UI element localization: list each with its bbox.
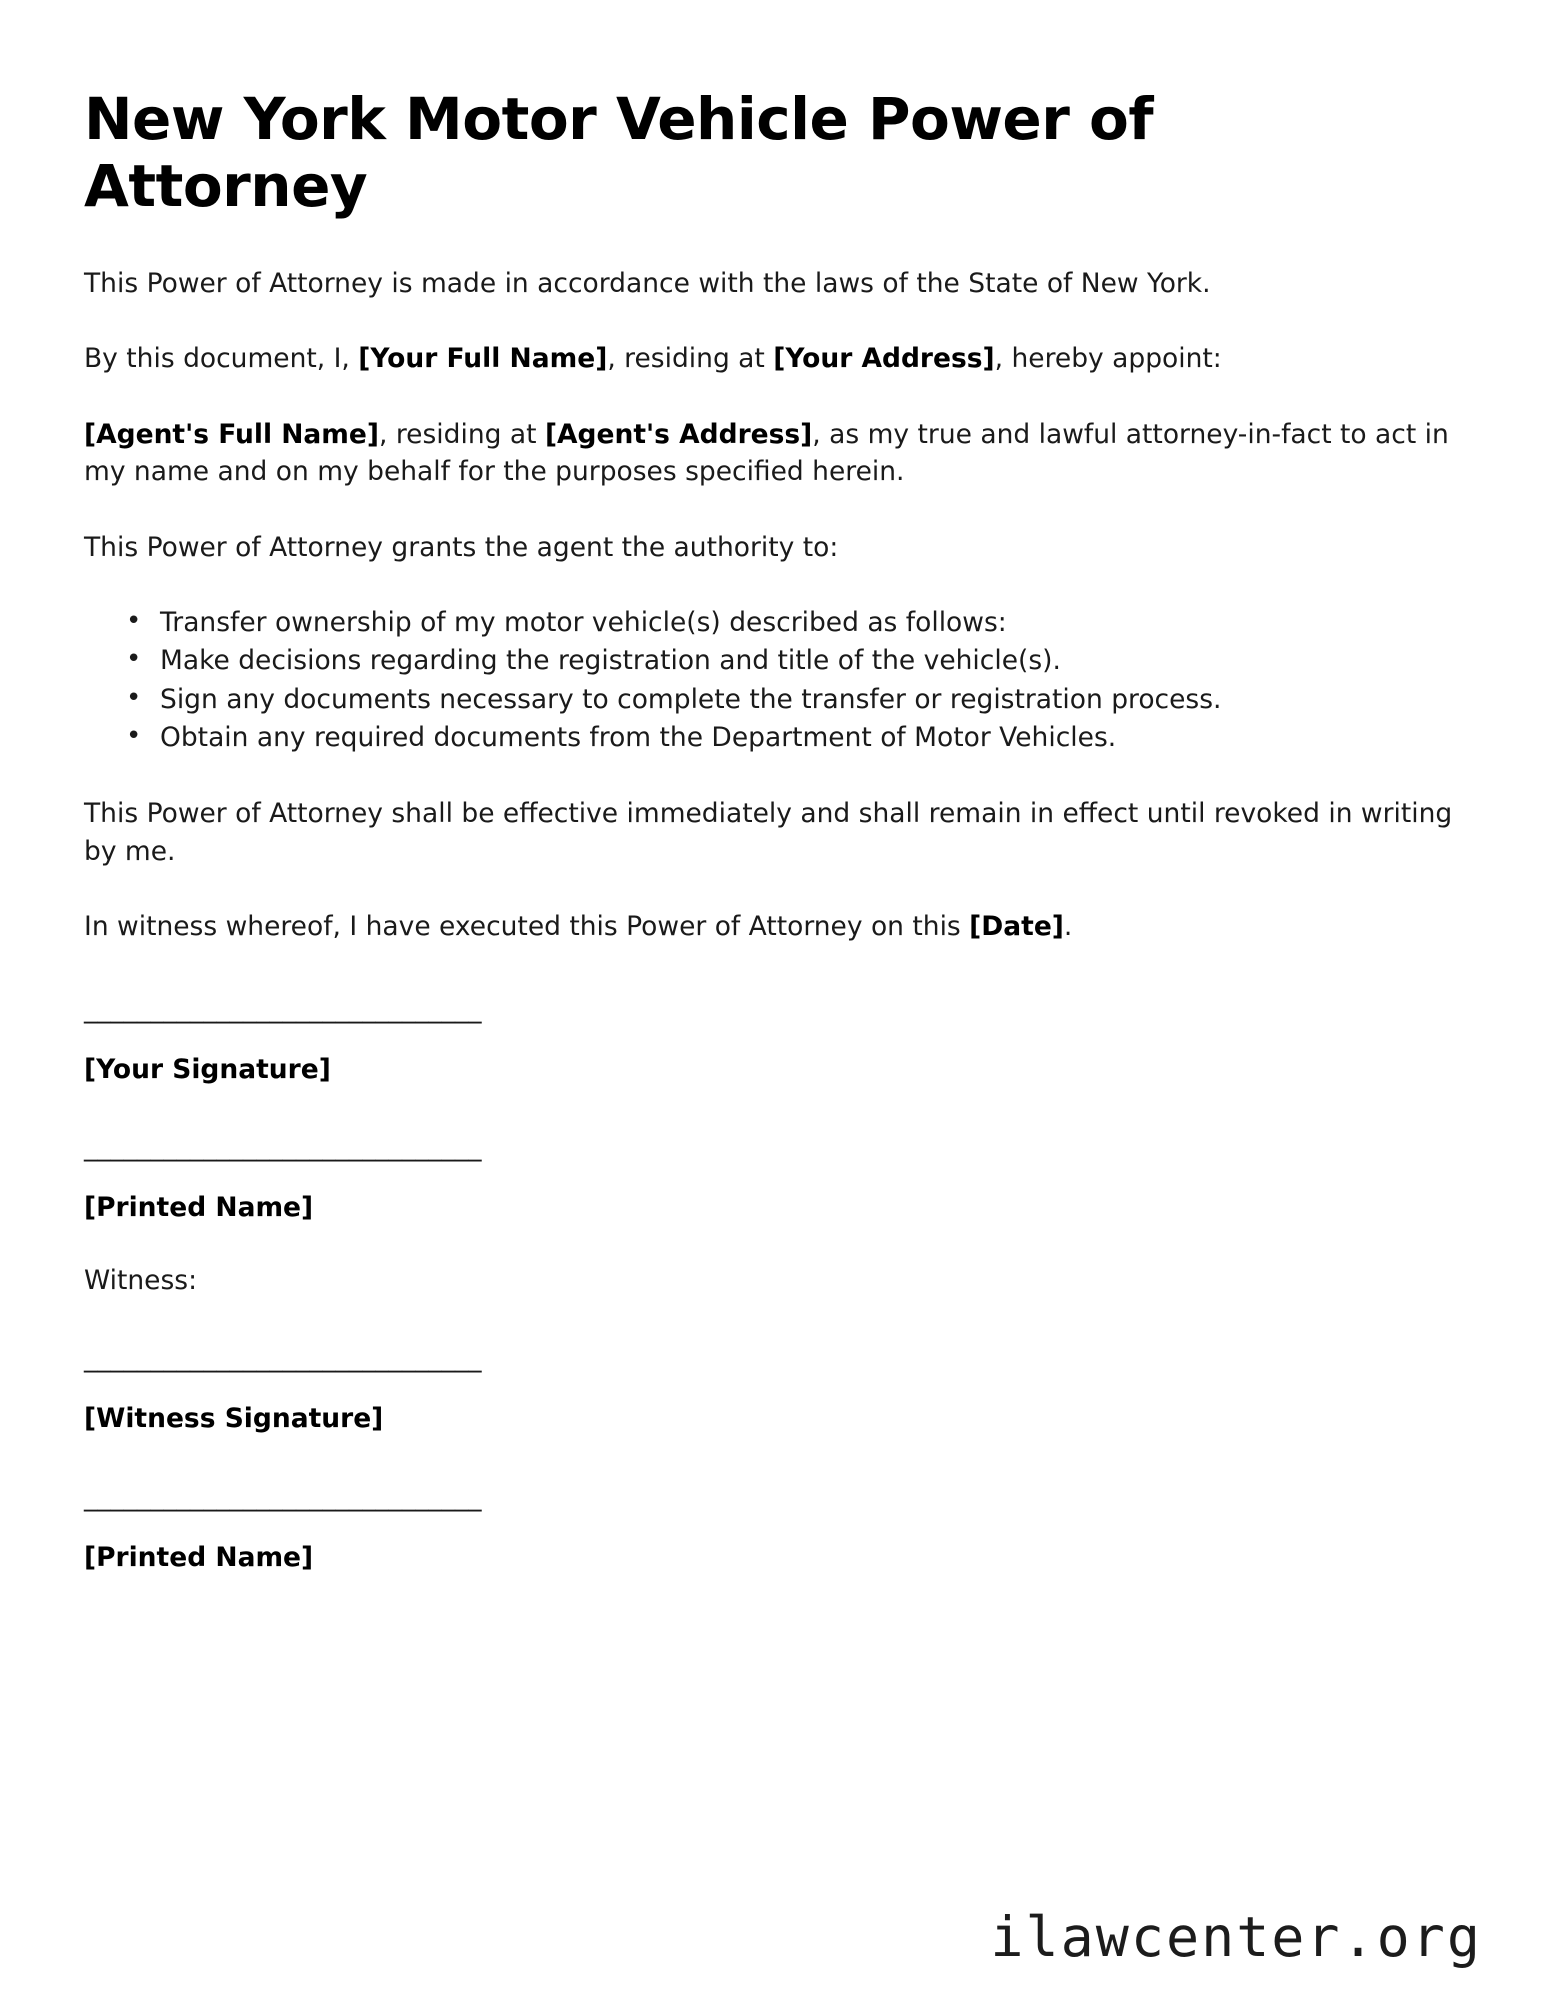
signature-block-witness-signature (84, 1343, 1470, 1437)
placeholder-your-address: [Your Address] (773, 343, 995, 375)
agent-text-mid: , residing at (379, 418, 545, 450)
placeholder-date: [Date] (969, 911, 1064, 943)
page-title: New York Motor Vehicle Power of Attorney (84, 85, 1154, 221)
footer-watermark: ilawcenter.org (990, 1905, 1482, 1969)
signature-label-your-signature: [Your Signature] (84, 1053, 331, 1085)
signature-line: ______________________________ (84, 1131, 482, 1163)
authority-lead-in: This Power of Attorney grants the agent the authority to: (84, 532, 839, 564)
signature-label-printed-name: [Printed Name] (84, 1192, 314, 1224)
signature-line: ______________________________ (84, 1480, 482, 1512)
agent-text-tail: , as my true and lawful attorney-in-fact to act in my name and on my behalf for the purposes specified herein. (84, 418, 1449, 488)
signature-block-printed-name (84, 1132, 1470, 1226)
authority-list (84, 605, 1470, 757)
spacer (84, 1438, 1470, 1482)
signature-block-witness-printed-name (84, 1482, 1470, 1576)
list-item: • Transfer ownership of my motor vehicle(s) described as follows: (160, 605, 1470, 642)
execution-text-tail: . (1063, 911, 1073, 943)
signature-line: ______________________________ (84, 1342, 482, 1374)
signature-line: ______________________________ (84, 992, 482, 1024)
document-content (84, 86, 1470, 1576)
placeholder-your-full-name: [Your Full Name] (358, 343, 608, 375)
intro-paragraph: This Power of Attorney is made in accordance with the laws of the State of New York. (84, 267, 1211, 299)
effectiveness-paragraph: This Power of Attorney shall be effective immediately and shall remain in effect until revoked in writing by me. (84, 797, 1453, 867)
agent-paragraph (84, 416, 1470, 491)
list-item: • Sign any documents necessary to complete the transfer or registration process. (160, 682, 1470, 719)
spacer (84, 1299, 1470, 1343)
signature-section (84, 994, 1470, 1576)
witness-label: Witness: (84, 1265, 198, 1297)
principal-text-lead: By this document, I, (84, 343, 359, 375)
placeholder-agent-full-name: [Agent's Full Name] (84, 418, 380, 450)
principal-text-mid: , residing at (607, 343, 774, 375)
signature-block-your-signature (84, 994, 1470, 1088)
list-item: • Make decisions regarding the registration and title of the vehicle(s). (160, 643, 1470, 680)
principal-paragraph (84, 340, 1470, 378)
execution-text-lead: In witness whereof, I have executed this Power of Attorney on this (84, 911, 970, 943)
placeholder-agent-address: [Agent's Address] (544, 418, 813, 450)
principal-text-tail: , hereby appoint: (994, 343, 1222, 375)
signature-label-witness-signature: [Witness Signature] (84, 1403, 384, 1435)
list-item: • Obtain any required documents from the Department of Motor Vehicles. (160, 720, 1470, 757)
signature-label-witness-printed-name: [Printed Name] (84, 1541, 314, 1573)
spacer (84, 1088, 1470, 1132)
execution-paragraph (84, 908, 1470, 946)
